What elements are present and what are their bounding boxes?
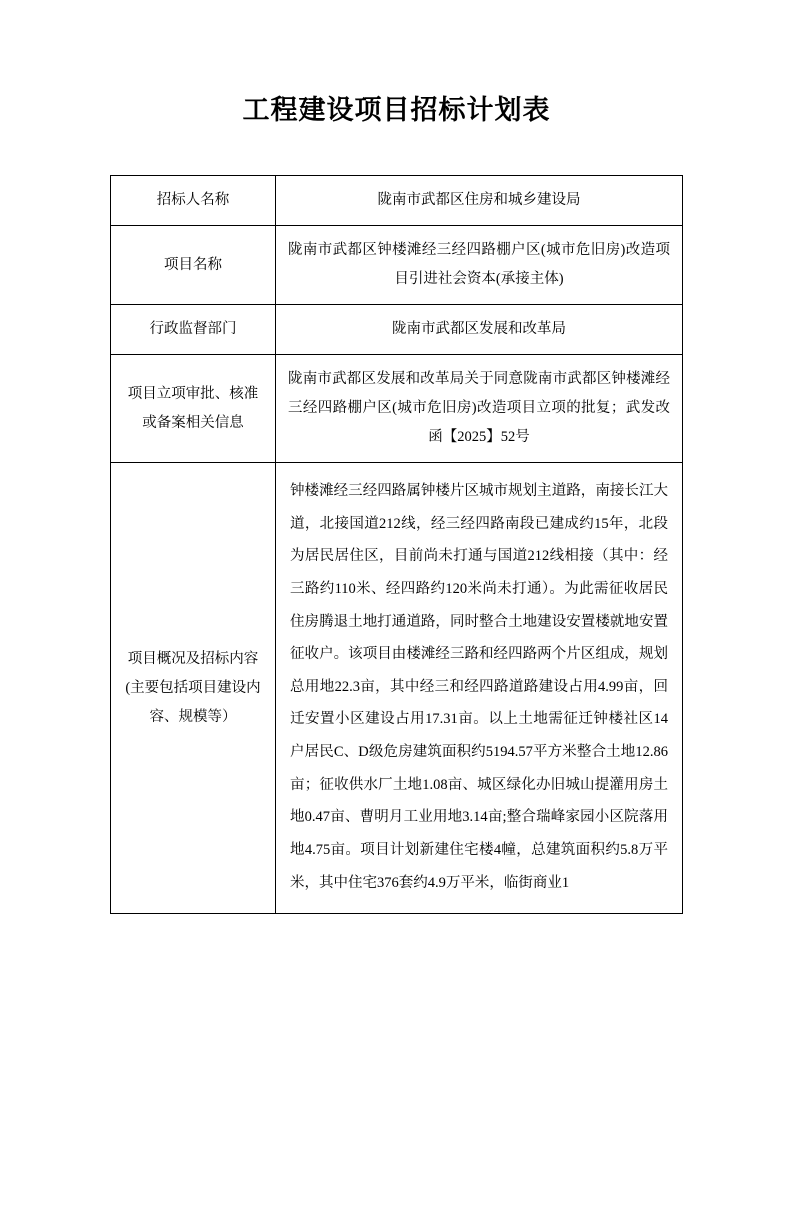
table-row [111, 176, 683, 226]
row-label-project-overview: 项目概况及招标内容(主要包括项目建设内容、规模等） [111, 463, 276, 914]
row-value-project-name: 陇南市武都区钟楼滩经三经四路棚户区(城市危旧房)改造项目引进社会资本(承接主体) [276, 226, 683, 305]
row-value-approval-info: 陇南市武都区发展和改革局关于同意陇南市武都区钟楼滩经三经四路棚户区(城市危旧房)改造项目立项的批复；武发改函【2025】52号 [276, 355, 683, 463]
table-container [0, 175, 793, 914]
table-row [111, 355, 683, 463]
row-value-bidder-name: 陇南市武都区住房和城乡建设局 [276, 176, 683, 226]
document-page [0, 88, 793, 1210]
table-row [111, 226, 683, 305]
row-value-supervision-dept: 陇南市武都区发展和改革局 [276, 305, 683, 355]
bidding-plan-table [110, 175, 683, 914]
row-label-approval-info: 项目立项审批、核准或备案相关信息 [111, 355, 276, 463]
row-label-bidder-name: 招标人名称 [111, 176, 276, 226]
row-label-supervision-dept: 行政监督部门 [111, 305, 276, 355]
row-value-project-overview: 钟楼滩经三经四路属钟楼片区城市规划主道路，南接长江大道，北接国道212线，经三经四路南段已建成约15年，北段为居民居住区，目前尚未打通与国道212线相接（其中：经三路约110米、经四路约120米尚未打通）。为此需征收居民住房腾退土地打通道路，同时整合土地建设安置楼就地安置征收户。该项目由楼滩经三路和经四路两个片区组成，规划总用地22.3亩，其中经三和经四路道路建设占用4.99亩，回迁安置小区建设占用17.31亩。以上土地需征迁钟楼社区14户居民C、D级危房建筑面积约5194.57平方米整合土地12.86亩；征收供水厂土地1.08亩、城区绿化办旧城山提灌用房土地0.47亩、曹明月工业用地3.14亩;整合瑞峰家园小区院落用地4.75亩。项目计划新建住宅楼4幢，总建筑面积约5.8万平米，其中住宅376套约4.9万平米，临街商业1 [276, 463, 683, 914]
table-row [111, 463, 683, 914]
row-label-project-name: 项目名称 [111, 226, 276, 305]
page-title: 工程建设项目招标计划表 [242, 95, 551, 125]
table-row [111, 305, 683, 355]
